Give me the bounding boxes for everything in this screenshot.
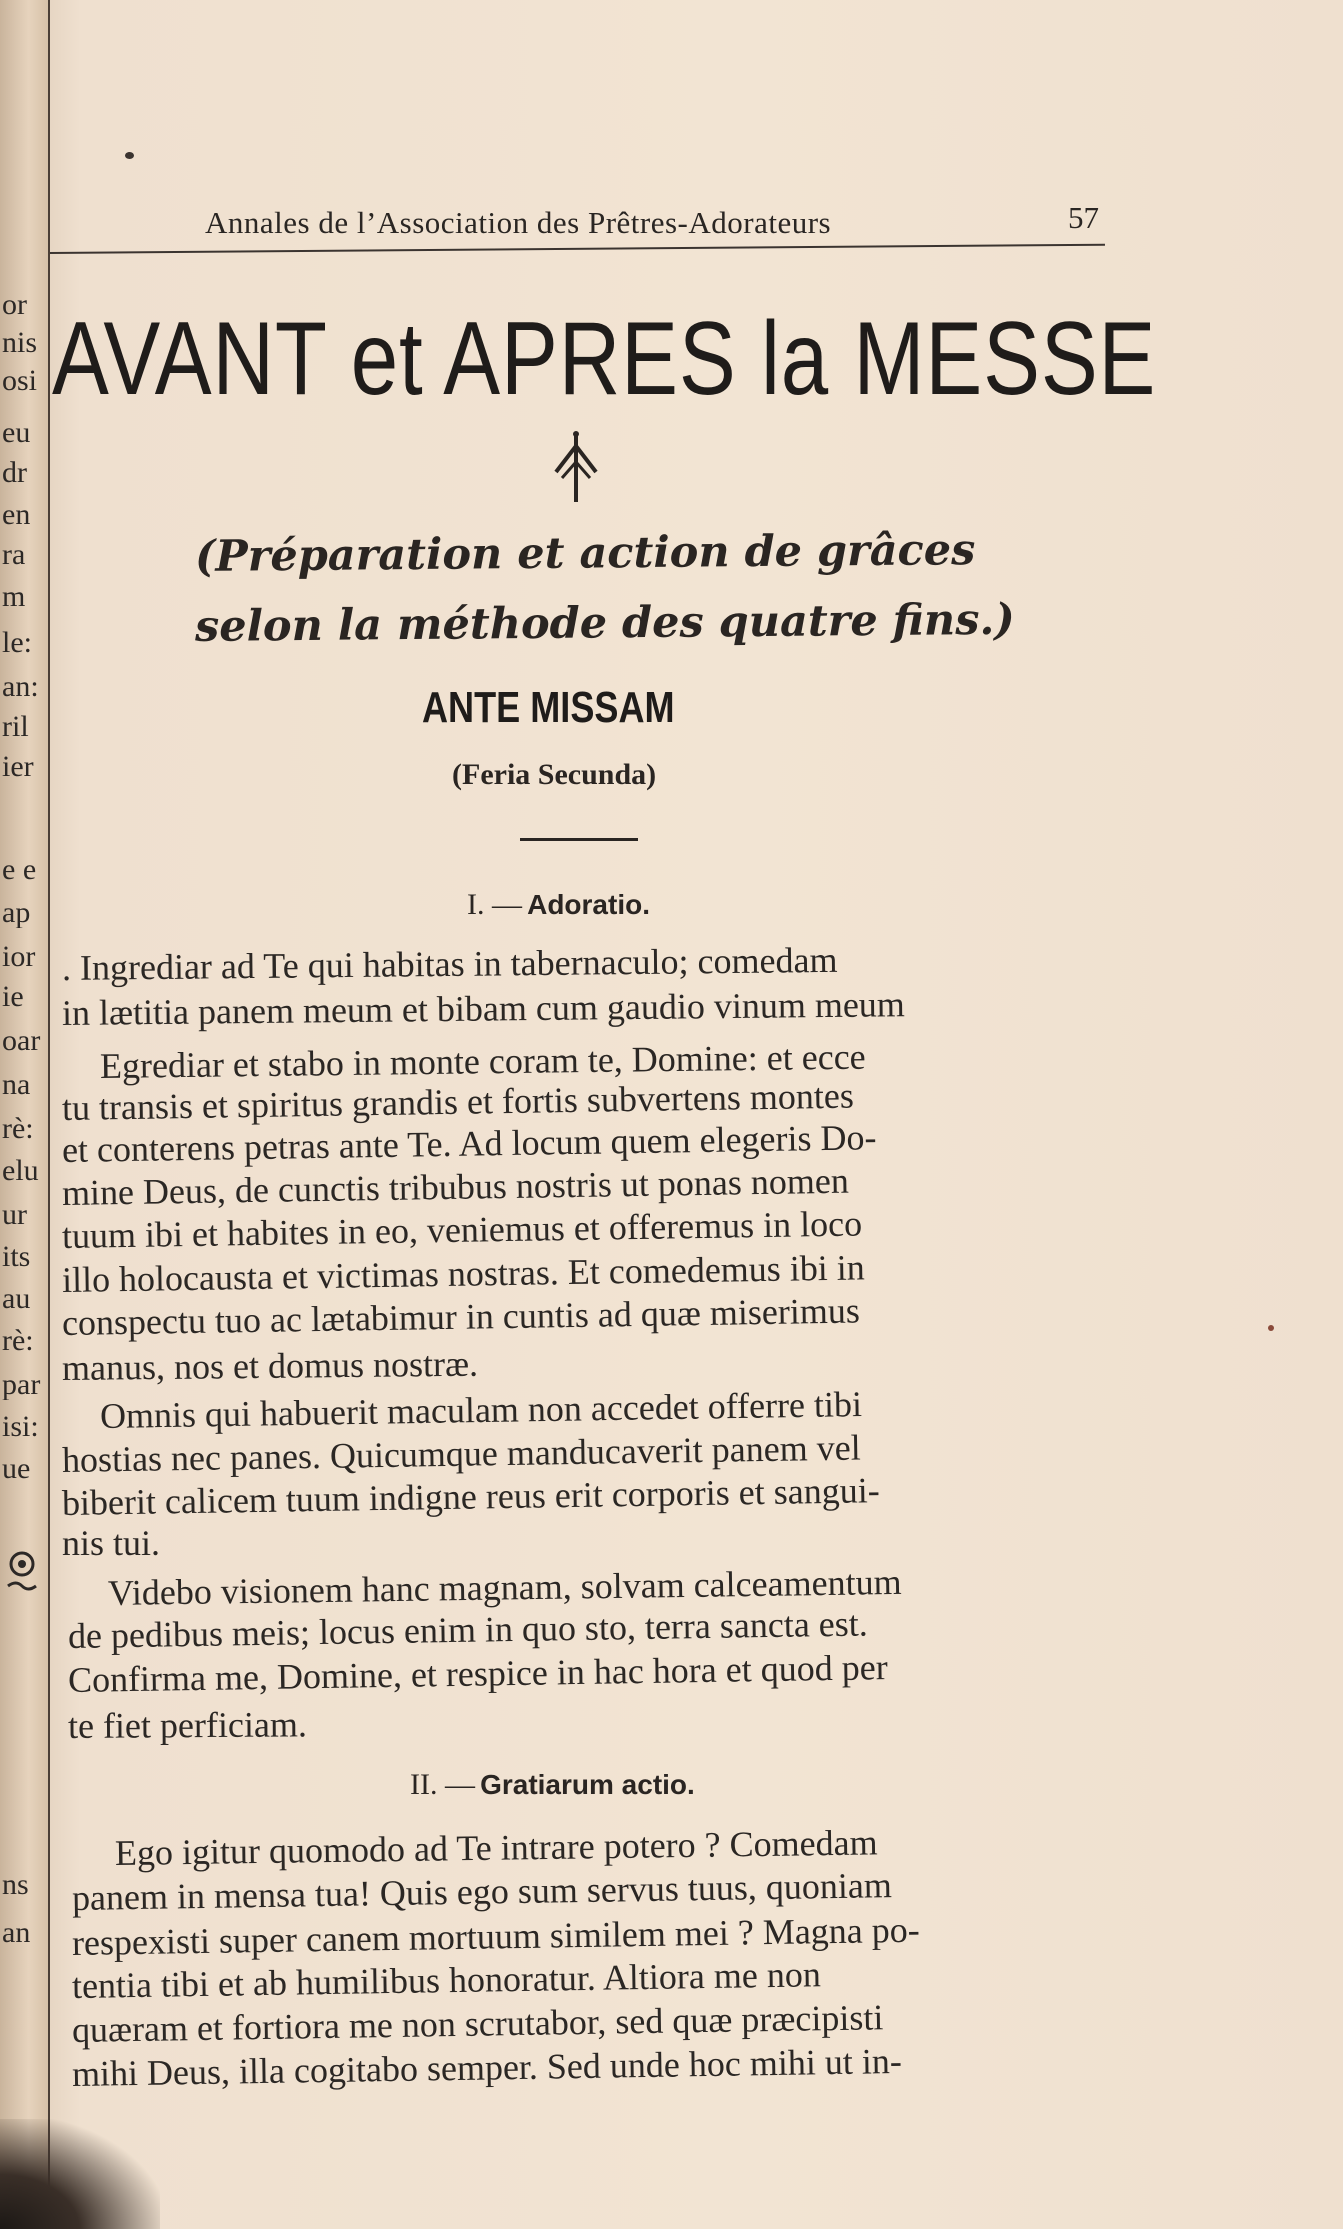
section-subheading: (Feria Secunda) (452, 758, 657, 791)
text-line: illo holocausta et victimas nostras. Et comedemus ibi in (61, 1247, 866, 1300)
facing-page-edge (0, 0, 50, 2229)
text-line: mine Deus, de cunctis tribubus nostris ut ponas nomen (61, 1160, 850, 1213)
facing-fragment: its (2, 1242, 31, 1272)
text-line: hostias nec panes. Quicumque manducaverit panem vel (61, 1427, 861, 1480)
text-line: tentia tibi et ab humilibus honoratur. Altiora me non (71, 1954, 822, 2006)
text-line: in lætitia panem meum et bibam cum gaudio vinum meum (61, 984, 906, 1033)
facing-fragment: au (2, 1284, 31, 1314)
facing-fragment: elu (2, 1156, 39, 1186)
text-line: Videbo visionem hanc magnam, solvam calceamentum (107, 1561, 902, 1613)
facing-fragment: eu (2, 418, 31, 448)
running-head: Annales de l’Association des Prêtres-Adorateurs (205, 205, 832, 240)
facing-fragment: dr (2, 458, 27, 488)
divider-rule (520, 838, 638, 841)
facing-fragment: na (2, 1070, 31, 1100)
facing-fragment: en (2, 500, 31, 530)
fleuron-icon (548, 428, 604, 506)
text-line: mihi Deus, illa cogitabo semper. Sed unde hoc mihi ut in- (71, 2040, 903, 2094)
text-line: Confirma me, Domine, et respice in hac hora et quod per (67, 1647, 888, 1700)
facing-fragment: ie (2, 982, 24, 1012)
text-line: et conterens petras ante Te. Ad locum quem elegeris Do- (61, 1117, 877, 1170)
facing-fragment: le: (2, 628, 32, 658)
facing-fragment: osi (2, 366, 38, 396)
text-line: conspectu tuo ac lætabimur in cuntis ad quæ miserimus (61, 1290, 861, 1343)
article-subtitle-line1: (Préparation et action de grâces (194, 525, 976, 582)
facing-fragment: ns (2, 1870, 29, 1900)
header-rule (50, 244, 1105, 254)
facing-fragment: or (2, 290, 27, 320)
facing-fragment: ur (2, 1200, 27, 1230)
subsection-label: Gratiarum actio. (480, 1769, 695, 1800)
facing-fragment: ra (2, 540, 26, 570)
facing-fragment: e e (2, 855, 37, 885)
facing-fragment: par (2, 1370, 41, 1400)
ink-speck (125, 152, 134, 159)
text-line: manus, nos et domus nostræ. (61, 1343, 479, 1388)
facing-fragment: ril (2, 712, 29, 742)
facing-fragment: isi: (2, 1412, 39, 1442)
article-subtitle-line2: selon la méthode des quatre fins.) (194, 594, 1015, 652)
facing-fragment: ior (2, 942, 36, 972)
facing-fragment: an: (2, 672, 39, 702)
text-line: tu transis et spiritus grandis et fortis subvertens montes (61, 1075, 855, 1128)
subsection-heading-adoratio (467, 888, 650, 922)
facing-fragment: m (2, 582, 26, 612)
text-line: nis tui. (62, 1523, 161, 1563)
facing-fragment: ap (2, 898, 31, 928)
text-line: respexisti super canem mortuum similem mei ? Magna po- (71, 1909, 921, 1963)
subsection-number: II. — (410, 1768, 475, 1801)
text-line: biberit calicem tuum indigne reus erit corporis et sangui- (61, 1470, 880, 1523)
subsection-label: Adoratio. (527, 889, 650, 920)
ornament-icon (4, 1540, 40, 1600)
section-heading: ANTE MISSAM (422, 683, 675, 732)
facing-fragment: ier (2, 752, 34, 782)
text-line: . Ingrediar ad Te qui habitas in tabernaculo; comedam (61, 939, 838, 988)
facing-fragment: rè: (2, 1326, 34, 1356)
facing-fragment: oar (2, 1026, 41, 1056)
subsection-heading-gratiarum-actio (410, 1768, 695, 1802)
facing-fragment: ue (2, 1454, 31, 1484)
text-line: Egrediar et stabo in monte coram te, Domine: et ecce (99, 1036, 866, 1086)
text-line: Omnis qui habuerit maculam non accedet offerre tibi (99, 1384, 863, 1436)
subsection-number: I. — (467, 888, 522, 921)
facing-fragment: an (2, 1918, 31, 1948)
text-line: Ego igitur quomodo ad Te intrare potero ? Comedam (114, 1822, 878, 1873)
text-line: quæram et fortiora me non scrutabor, sed quæ præcipisti (71, 1997, 884, 2050)
facing-fragment: nis (2, 328, 38, 358)
text-line: panem in mensa tua! Quis ego sum servus tuus, quoniam (71, 1865, 893, 1918)
page-number: 57 (1068, 200, 1099, 235)
text-line: tuum ibi et habites in eo, veniemus et offeremus in loco (61, 1203, 863, 1256)
binding-shadow (0, 2119, 160, 2229)
article-title: AVANT et APRES la MESSE (52, 301, 1157, 417)
text-line: de pedibus meis; locus enim in quo sto, terra sancta est. (67, 1603, 869, 1656)
facing-fragment: rè: (2, 1114, 34, 1144)
ink-speck (1268, 1325, 1274, 1331)
text-line: te fiet perficiam. (67, 1704, 308, 1746)
